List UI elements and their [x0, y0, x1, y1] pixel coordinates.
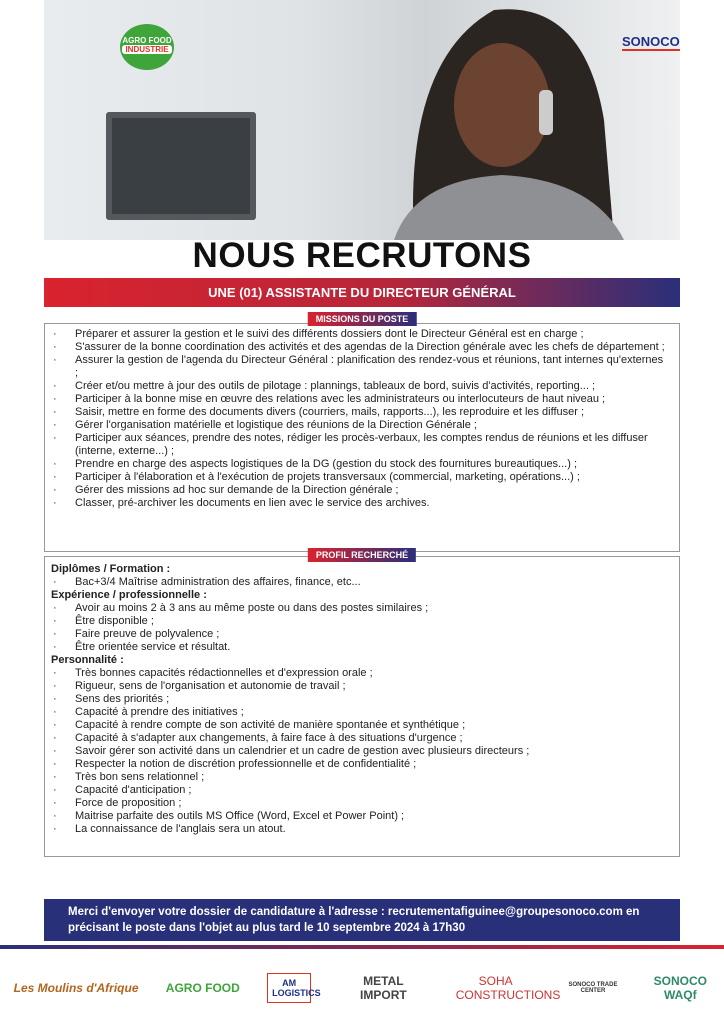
list-item: · Capacité à rendre compte de son activité de manière spontanée et synthétique ; [51, 719, 669, 732]
list-item: · Très bonnes capacités rédactionnelles et d'expression orale ; [51, 667, 669, 680]
missions-label: MISSIONS DU POSTE [308, 312, 417, 326]
list-item: · Sens des priorités ; [51, 693, 669, 706]
position-banner: UNE (01) ASSISTANTE DU DIRECTEUR GÉNÉRAL [44, 278, 680, 307]
list-item: · La connaissance de l'anglais sera un atout. [51, 823, 669, 836]
list-item: · Être disponible ; [51, 615, 669, 628]
experience-list [51, 602, 669, 654]
list-item: · Classer, pré-archiver les documents en lien avec le service des archives. [51, 497, 669, 510]
application-instructions: Merci d'envoyer votre dossier de candidature à l'adresse : recrutementafiguinee@groupesonoco.com en précisant le poste dans l'objet au plus tard le 10 septembre 2024 à 17h30 [44, 899, 680, 941]
agro-food-logo: AGRO FOOD INDUSTRIE [120, 24, 174, 70]
list-item: · Assurer la gestion de l'agenda du Directeur Général : planification des rendez-vous et réunions, tant internes qu'externes ; [51, 354, 669, 380]
list-item: · Force de proposition ; [51, 797, 669, 810]
sonoco-trade-center-logo: SONOCO TRADE CENTER [568, 982, 618, 994]
diplomes-list [51, 576, 669, 589]
list-item: · Gérer des missions ad hoc sur demande de la Direction générale ; [51, 484, 669, 497]
moulins-logo: Les Moulins d'Afrique [13, 981, 139, 995]
agro-food-logo-footer: AGRO FOOD [165, 981, 240, 995]
list-item: · Prendre en charge des aspects logistiques de la DG (gestion du stock des fournitures bureautiques...) ; [51, 458, 669, 471]
list-item: · Participer à la bonne mise en œuvre des relations avec les administrateurs ou interlocuteurs de haut niveau ; [51, 393, 669, 406]
list-item: · Être orientée service et résultat. [51, 641, 669, 654]
list-item: · Capacité à prendre des initiatives ; [51, 706, 669, 719]
list-item: · Bac+3/4 Maîtrise administration des affaires, finance, etc... [51, 576, 669, 589]
list-item: · Faire preuve de polyvalence ; [51, 628, 669, 641]
hero-photo [44, 0, 680, 240]
list-item: · Participer aux séances, prendre des notes, rédiger les procès-verbaux, les comptes rendus de réunions et les diffuser (interne, externe...) ; [51, 432, 669, 458]
monitor-image [106, 112, 256, 220]
list-item: · Préparer et assurer la gestion et le suivi des différents dossiers dont le Directeur Général est en charge ; [51, 328, 669, 341]
metal-import-logo: METAL IMPORT [360, 974, 407, 1002]
list-item: · Capacité d'anticipation ; [51, 784, 669, 797]
profile-label: PROFIL RECHERCHÉ [308, 548, 416, 562]
divider [0, 945, 724, 949]
woman-on-phone-image [374, 0, 634, 240]
am-logistics-logo: AM LOGISTICS [267, 973, 311, 1003]
diplomes-heading: Diplômes / Formation : [51, 563, 171, 575]
list-item: · Respecter la notion de discrétion professionnelle et de confidentialité ; [51, 758, 669, 771]
list-item: · Avoir au moins 2 à 3 ans au même poste ou dans des postes similaires ; [51, 602, 669, 615]
list-item: · Gérer l'organisation matérielle et logistique des réunions de la Direction Générale ; [51, 419, 669, 432]
profile-box [44, 556, 680, 857]
missions-box [44, 323, 680, 552]
personnalite-list [51, 667, 669, 836]
page-title: NOUS RECRUTONS [192, 236, 532, 275]
list-item: · Capacité à s'adapter aux changements, à faire face à des situations d'urgence ; [51, 732, 669, 745]
personnalite-heading: Personnalité : [51, 654, 124, 666]
sonoco-logo: SONOCO [622, 34, 680, 49]
list-item: · Très bon sens relationnel ; [51, 771, 669, 784]
list-item: · S'assurer de la bonne coordination des activités et des agendas de la Direction générale avec les chefs de département ; [51, 341, 669, 354]
missions-list [51, 328, 669, 510]
list-item: · Saisir, mettre en forme des documents divers (courriers, mails, rapports...), les reproduire et les diffuser ; [51, 406, 669, 419]
list-item: · Rigueur, sens de l'organisation et autonomie de travail ; [51, 680, 669, 693]
list-item: · Maitrise parfaite des outils MS Office (Word, Excel et Power Point) ; [51, 810, 669, 823]
list-item: · Savoir gérer son activité dans un calendrier et un cadre de gestion avec plusieurs directeurs ; [51, 745, 669, 758]
experience-heading: Expérience / professionnelle : [51, 589, 207, 601]
sonoco-waqf-logo: SONOCO WAQf [653, 974, 707, 1002]
partner-logos [0, 958, 724, 1018]
list-item: · Participer à l'élaboration et à l'exécution de projets transversaux (commercial, marketing, opérations...) ; [51, 471, 669, 484]
soha-logo: SOHA CONSTRUCTIONS [455, 974, 561, 1002]
list-item: · Créer et/ou mettre à jour des outils de pilotage : plannings, tableaux de bord, suivis d'activités, reporting... ; [51, 380, 669, 393]
